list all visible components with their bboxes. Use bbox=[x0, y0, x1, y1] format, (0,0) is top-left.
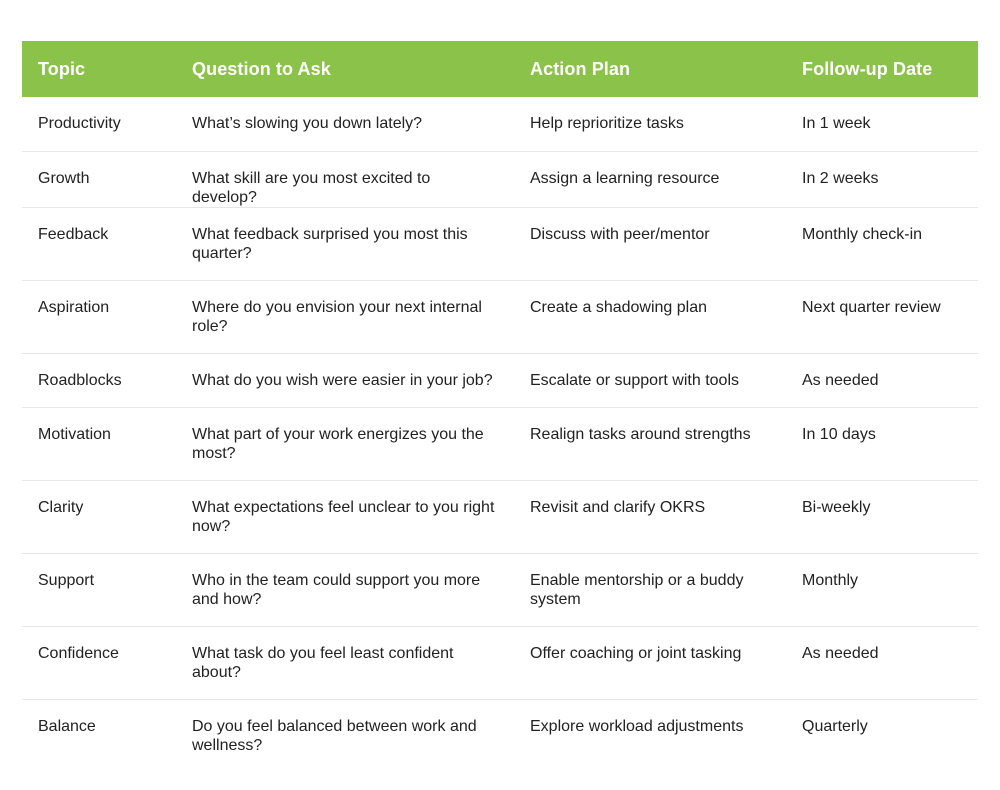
cell-question: What part of your work energizes you the most? bbox=[176, 407, 514, 480]
cell-followup-date: Monthly bbox=[786, 553, 978, 626]
cell-action-plan: Explore workload adjustments bbox=[530, 717, 744, 735]
cell-question: Who in the team could support you more and how? bbox=[176, 553, 514, 626]
cell-question: What feedback surprised you most this quarter? bbox=[176, 207, 514, 280]
header-question: Question to Ask bbox=[176, 41, 514, 97]
cell-action-plan: Offer coaching or joint tasking bbox=[514, 626, 786, 699]
table-row bbox=[22, 407, 978, 480]
cell-action-plan: Discuss with peer/mentor bbox=[514, 207, 786, 280]
cell-followup-date: In 10 days bbox=[786, 407, 978, 480]
cell-followup-date: In 2 weeks bbox=[786, 151, 978, 207]
cell-action-plan: Enable mentorship or a buddy system bbox=[514, 553, 786, 626]
table-row bbox=[22, 553, 978, 626]
cell-topic: Clarity bbox=[22, 480, 176, 553]
checkin-table bbox=[22, 41, 978, 772]
cell-action-plan: Help reprioritize tasks bbox=[514, 97, 786, 151]
table-row bbox=[22, 480, 978, 553]
cell-topic: Aspiration bbox=[22, 280, 176, 353]
table-body bbox=[22, 97, 978, 772]
cell-action-plan: Create a shadowing plan bbox=[514, 280, 786, 353]
header-action-plan: Action Plan bbox=[514, 41, 786, 97]
table-row bbox=[22, 280, 978, 353]
table-row bbox=[22, 626, 978, 699]
table-row bbox=[22, 699, 978, 772]
cell-followup-date: As needed bbox=[786, 626, 978, 699]
cell-action-plan: Revisit and clarify OKRS bbox=[514, 480, 786, 553]
table-row bbox=[22, 97, 978, 151]
cell-followup-date: Bi-weekly bbox=[786, 480, 978, 553]
cell-followup-date: In 1 week bbox=[786, 97, 978, 151]
header-topic: Topic bbox=[22, 41, 176, 97]
cell-topic: Support bbox=[22, 553, 176, 626]
cell-action-plan: Realign tasks around strengths bbox=[514, 407, 786, 480]
cell-followup-date: Monthly check-in bbox=[786, 207, 978, 280]
table-header bbox=[22, 41, 978, 97]
cell-question: Where do you envision your next internal role? bbox=[176, 280, 514, 353]
cell-topic: Confidence bbox=[22, 626, 176, 699]
cell-question: What do you wish were easier in your job? bbox=[176, 353, 514, 407]
cell-topic: Growth bbox=[22, 151, 176, 207]
cell-topic: Productivity bbox=[22, 97, 176, 151]
cell-action-plan: Assign a learning resource bbox=[514, 151, 786, 207]
cell-question: What task do you feel least confident about? bbox=[176, 626, 514, 699]
cell-followup-date: Next quarter review bbox=[786, 280, 978, 353]
table-row bbox=[22, 207, 978, 280]
header-row bbox=[22, 41, 978, 97]
table-row bbox=[22, 151, 978, 207]
cell-question: What skill are you most excited to develop? bbox=[176, 151, 514, 207]
cell-action-plan: Escalate or support with tools bbox=[514, 353, 786, 407]
cell-question: Do you feel balanced between work and wellness? bbox=[192, 717, 477, 754]
cell-topic: Roadblocks bbox=[22, 353, 176, 407]
cell-topic: Motivation bbox=[22, 407, 176, 480]
cell-followup-date: Quarterly bbox=[802, 717, 868, 735]
cell-followup-date: As needed bbox=[786, 353, 978, 407]
table-row bbox=[22, 353, 978, 407]
header-followup-date: Follow-up Date bbox=[786, 41, 978, 97]
checkin-table-container bbox=[22, 41, 978, 772]
cell-topic: Feedback bbox=[22, 207, 176, 280]
cell-question: What expectations feel unclear to you right now? bbox=[176, 480, 514, 553]
cell-topic: Balance bbox=[38, 717, 96, 735]
cell-question: What’s slowing you down lately? bbox=[176, 97, 514, 151]
